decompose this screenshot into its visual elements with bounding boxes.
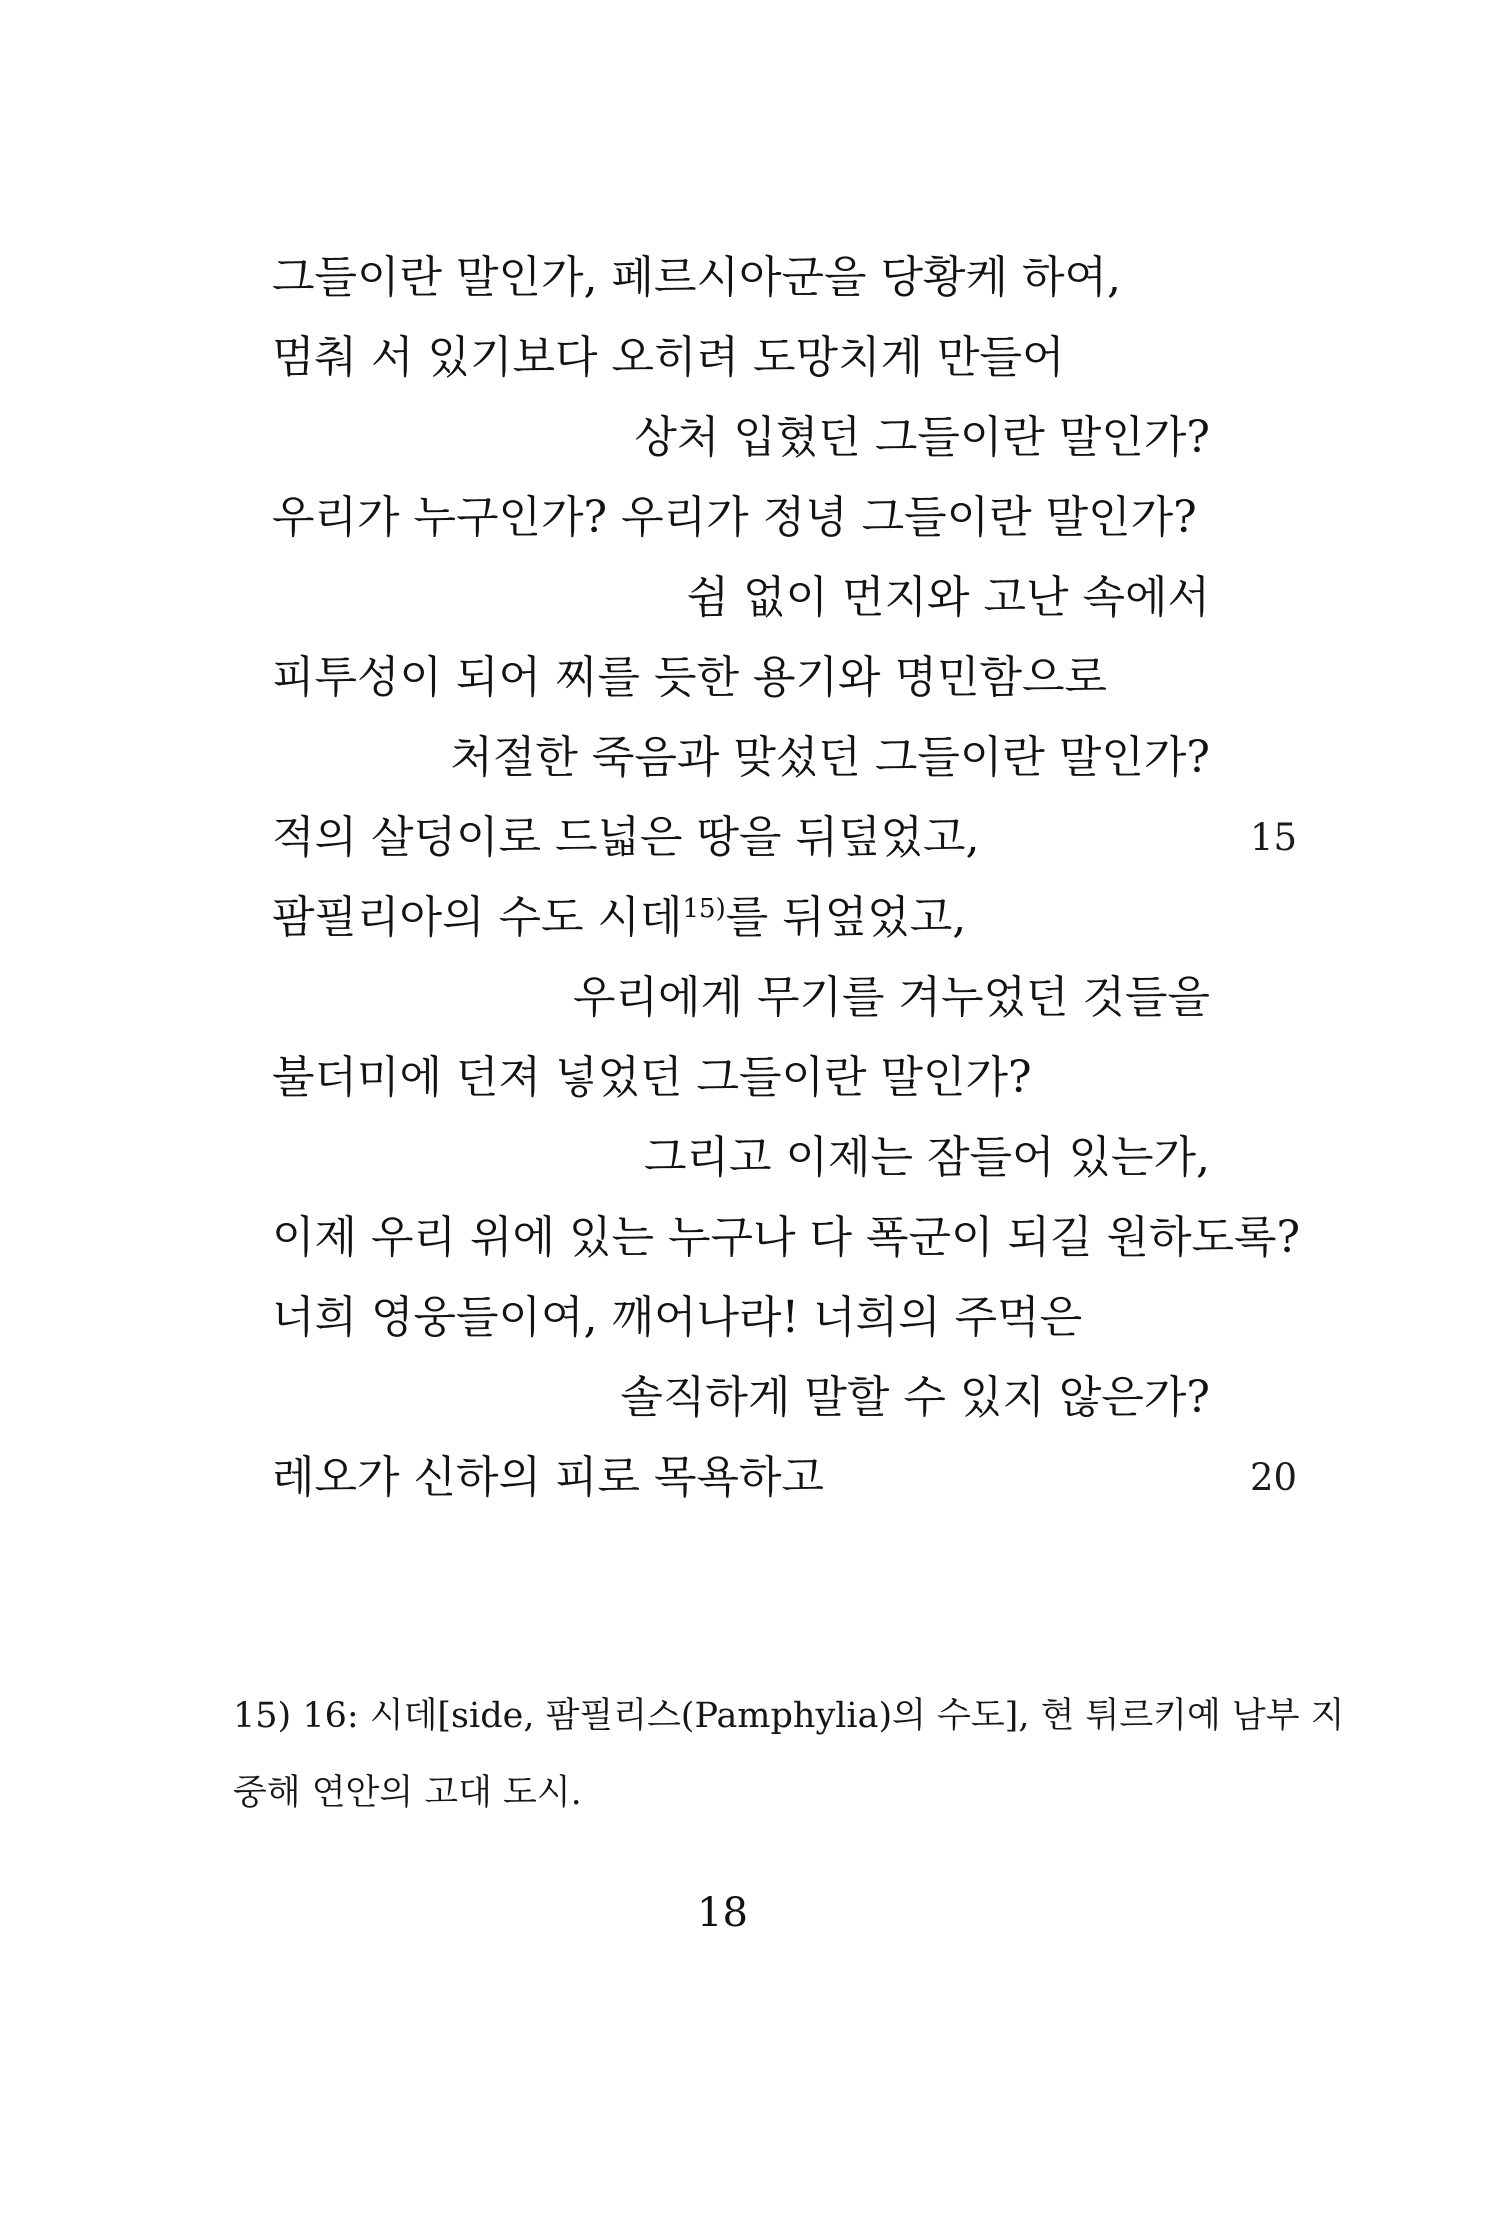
verse-text: 솔직하게 말할 수 있지 않은가?	[620, 1372, 1210, 1423]
verse-text: 우리가 누구인가? 우리가 정녕 그들이란 말인가?	[272, 492, 1197, 543]
verse-line	[272, 1038, 1210, 1118]
page-number: 18	[697, 1890, 748, 1936]
verse-text: 너희 영웅들이여, 깨어나라! 너희의 주먹은	[272, 1292, 1083, 1343]
verse-line	[272, 1278, 1210, 1358]
verse-text: 이제 우리 위에 있는 누구나 다 폭군이 되길 원하도록?	[272, 1212, 1301, 1263]
verse-text: 적의 살덩이로 드넓은 땅을 뒤덮었고,	[272, 812, 980, 863]
verse-line	[272, 318, 1210, 398]
verse-text: 를 뒤엎었고,	[725, 892, 967, 943]
footnote-line-2: 중해 연안의 고대 도시.	[233, 1773, 582, 1813]
verse-line	[272, 558, 1210, 638]
poem-body	[272, 238, 1301, 1518]
verse-line	[272, 958, 1210, 1038]
verse-text: 처절한 죽음과 맞섰던 그들이란 말인가?	[450, 732, 1210, 783]
verse-line	[272, 398, 1210, 478]
verse-line	[272, 638, 1210, 718]
footnote-line-1: 15) 16: 시데[side, 팜필리스(Pamphylia)의 수도], 현 튀르키예 남부 지	[233, 1696, 1345, 1736]
verse-text: 상처 입혔던 그들이란 말인가?	[634, 412, 1210, 463]
verse-text: 피투성이 되어 찌를 듯한 용기와 명민함으로	[272, 652, 1108, 703]
verse-line	[272, 878, 1210, 958]
verse-line-number: 15	[1250, 816, 1298, 859]
verse-text: 그리고 이제는 잠들어 있는가,	[644, 1132, 1210, 1183]
verse-text: 그들이란 말인가, 페르시아군을 당황케 하여,	[272, 252, 1121, 303]
verse-line	[272, 238, 1210, 318]
verse-line	[272, 798, 1298, 878]
footnote-reference: 15)	[682, 894, 726, 924]
verse-line	[272, 478, 1210, 558]
verse-text: 팜필리아의 수도 시데	[272, 892, 683, 943]
verse-text: 레오가 신하의 피로 목욕하고	[272, 1452, 825, 1503]
verse-line	[272, 718, 1210, 798]
verse-text: 쉼 없이 먼지와 고난 속에서	[686, 572, 1210, 623]
verse-line	[272, 1118, 1210, 1198]
verse-line	[272, 1198, 1301, 1278]
verse-line-number: 20	[1250, 1456, 1298, 1499]
verse-line	[272, 1358, 1210, 1438]
footnote	[233, 1678, 1345, 1832]
verse-text: 멈춰 서 있기보다 오히려 도망치게 만들어	[272, 332, 1065, 383]
verse-text: 불더미에 던져 넣었던 그들이란 말인가?	[272, 1052, 1032, 1103]
verse-text: 우리에게 무기를 겨누었던 것들을	[572, 972, 1210, 1023]
verse-line	[272, 1438, 1298, 1518]
